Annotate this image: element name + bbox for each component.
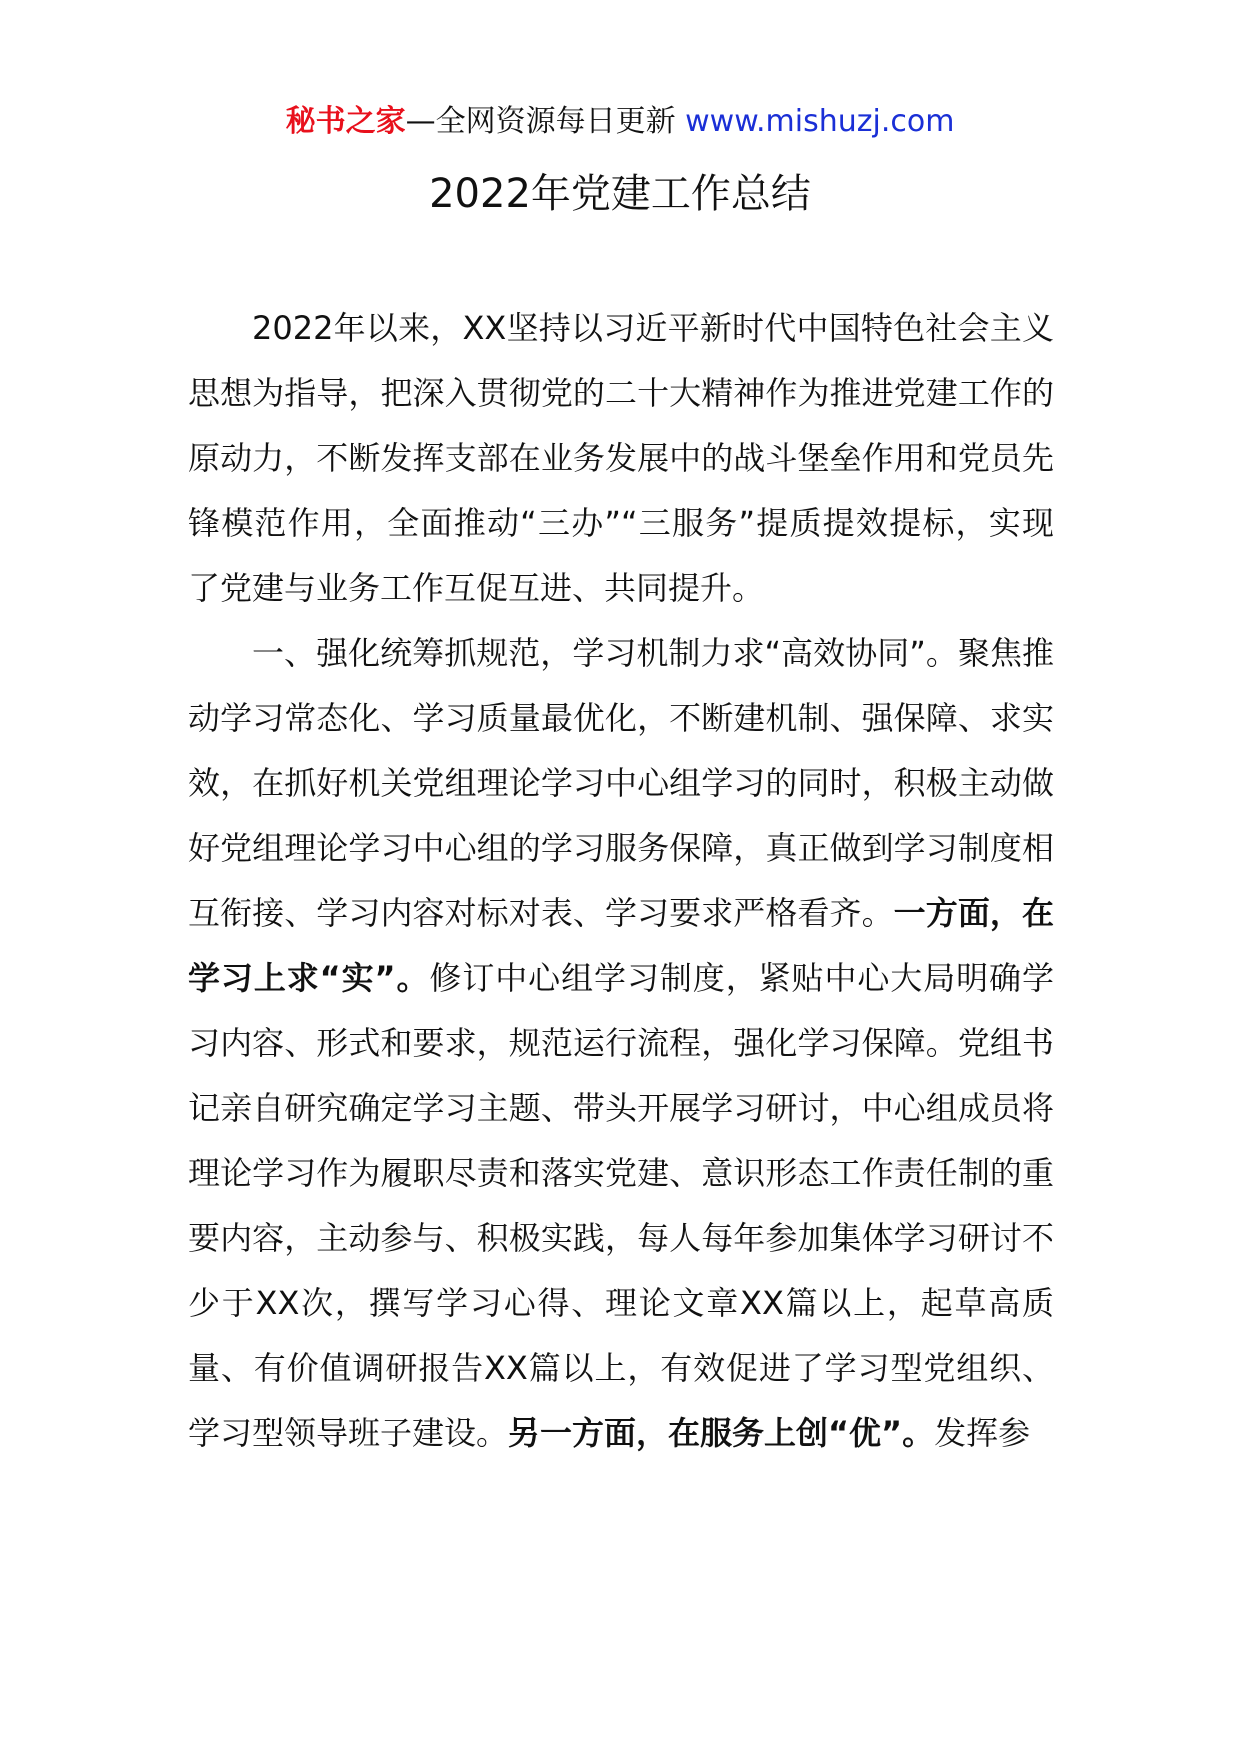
document-title: 2022年党建工作总结 xyxy=(429,171,811,217)
section-text-2: 修订中心组学习制度，紧贴中心大局明确学习内容、形式和要求，规范运行流程，强化学习保障。党组书记亲自研究确定学习主题、带头开展学习研讨，中心组成员将理论学习作为履职尽责和落实党建、意识形态工作责任制的重要内容，主动参与、积极实践，每人每年参加集体学习研讨不少于XX次，撰写学习心得、理论文章XX篇以上，起草高质量、有价值调研报告XX篇以上，有效促进了学习型党组织、学习型领导班子建设。 xyxy=(188,959,1054,1452)
emphasis-1: 一方面，在学习上求“实”。 xyxy=(188,894,1054,997)
section-text-3: 发挥参 xyxy=(934,1414,1031,1452)
document-body xyxy=(188,296,1054,1466)
section-text-1: 聚焦推动学习常态化、学习质量最优化，不断建机制、强保障、求实效，在抓好机关党组理论学习中心组学习的同时，积极主动做好党组理论学习中心组的学习服务保障，真正做到学习制度相互衔接、学习内容对标对表、学习要求严格看齐。 xyxy=(188,634,1054,932)
site-header xyxy=(0,100,1240,144)
emphasis-2: 另一方面，在服务上创“优”。 xyxy=(508,1414,935,1452)
intro-paragraph: 2022年以来，XX坚持以习近平新时代中国特色社会主义思想为指导，把深入贯彻党的二十大精神作为推进党建工作的原动力，不断发挥支部在业务发展中的战斗堡垒作用和党员先锋模范作用，全面推动“三办”“三服务”提质提效提标，实现了党建与业务工作互促互进、共同提升。 xyxy=(188,309,1054,607)
header-tagline: —全网资源每日更新 xyxy=(405,104,686,139)
section-paragraph xyxy=(188,621,1054,1466)
site-link[interactable]: www.mishuzj.com xyxy=(685,104,955,139)
brand-name: 秘书之家 xyxy=(285,104,406,139)
section-heading: 一、强化统筹抓规范，学习机制力求“高效协同”。 xyxy=(252,634,958,672)
